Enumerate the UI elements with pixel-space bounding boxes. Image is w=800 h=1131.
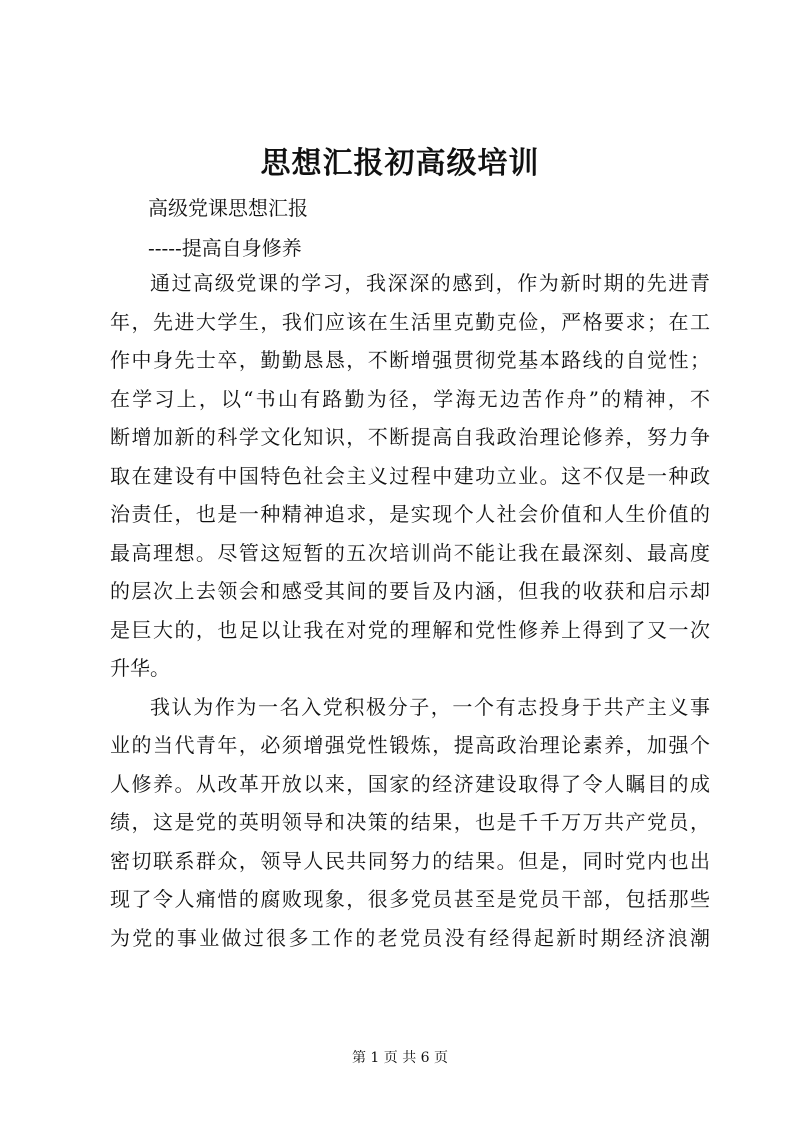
text-line: 我认为作为一名入党积极分子，一个有志投身于共产主义事 [150,694,710,719]
text-line: 年，先进大学生，我们应该在生活里克勤克俭，严格要求；在工 [110,309,710,334]
document-title: 思想汇报初高级培训 [260,146,540,181]
paragraph-2 [110,688,710,958]
page-footer: 第 1 页 共 6 页 [351,1050,449,1066]
text-line: 密切联系群众，领导人民共同努力的结果。但是，同时党内也出 [110,848,710,873]
document-body [110,264,710,957]
text-line: 业的当代青年，必须增强党性锻炼，提高政治理论素养，加强个 [110,733,710,757]
text-line: 为党的事业做过很多工作的老党员没有经得起新时期经济浪潮 [110,925,710,950]
text-line: 作中身先士卒，勤勤恳恳，不断增强贯彻党基本路线的自觉性； [110,348,710,372]
text-line: 升华。 [110,656,170,680]
text-line: 的层次上去领会和感受其间的要旨及内涵，但我的收获和启示却 [110,579,710,603]
text-line: 最高理想。尽管这短暂的五次培训尚不能让我在最深刻、最高度 [110,540,710,565]
text-line: 治责任，也是一种精神追求，是实现个人社会价值和人生价值的 [110,502,710,526]
text-line: 取在建设有中国特色社会主义过程中建功立业。这不仅是一种政 [110,463,710,488]
document-sub-subtitle: -----提高自身修养 [148,236,302,260]
text-line: 在学习上，以“书山有路勤为径，学海无边苦作舟”的精神，不 [110,386,710,411]
text-line: 通过高级党课的学习，我深深的感到，作为新时期的先进青 [150,271,710,295]
paragraph-1 [110,264,710,688]
text-line: 人修养。从改革开放以来，国家的经济建设取得了令人瞩目的成 [110,771,710,796]
document-subtitle: 高级党课思想汇报 [148,196,308,220]
text-line: 绩，这是党的英明领导和决策的结果，也是千千万万共产党员， [110,810,710,834]
text-line: 是巨大的，也足以让我在对党的理解和党性修养上得到了又一次 [110,617,710,642]
text-line: 断增加新的科学文化知识，不断提高自我政治理论修养，努力争 [110,425,710,449]
text-line: 现了令人痛惜的腐败现象，很多党员甚至是党员干部，包括那些 [110,887,710,911]
